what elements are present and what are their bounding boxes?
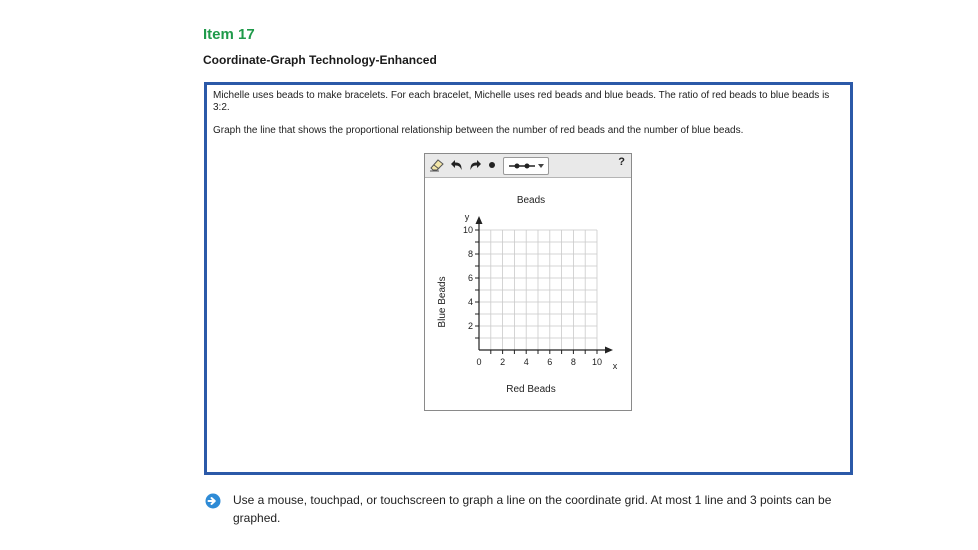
axis-ticks	[463, 225, 602, 367]
y-tick-label: 2	[467, 321, 473, 331]
axes	[476, 216, 614, 354]
x-axis-arrow	[605, 347, 613, 354]
redo-icon[interactable]	[467, 157, 483, 173]
prompt-paragraph-1: Michelle uses beads to make bracelets. For each bracelet, Michelle uses red beads and blue beads. The ratio of red beads to blue beads is 3:2.	[213, 90, 830, 113]
coordinate-graph[interactable]	[425, 178, 631, 408]
point-tool-icon[interactable]	[486, 157, 498, 173]
prompt-paragraph-2: Graph the line that shows the proportional relationship between the number of red beads and the number of blue beads.	[213, 125, 744, 136]
undo-icon[interactable]	[449, 157, 465, 173]
x-tick-label: 6	[547, 357, 553, 367]
graph-toolbar	[425, 154, 631, 178]
y-axis-arrow	[476, 216, 483, 224]
question-prompt	[213, 90, 843, 148]
x-tick-label: 4	[523, 357, 529, 367]
line-tool-icon	[507, 161, 537, 171]
help-button[interactable]: ?	[618, 156, 625, 168]
question-frame	[204, 82, 853, 475]
x-tick-label: 10	[591, 357, 603, 367]
y-tick-label: 4	[467, 297, 473, 307]
y-tick-label: 8	[467, 249, 473, 259]
y-tick-label: 10	[462, 225, 473, 235]
item-subtitle: Coordinate-Graph Technology-Enhanced	[203, 53, 437, 67]
grid-lines	[479, 230, 597, 350]
eraser-icon[interactable]	[428, 157, 446, 173]
y-axis-label: Blue Beads	[437, 276, 448, 328]
arrow-circle-icon	[205, 493, 221, 509]
y-variable-label: y	[464, 212, 470, 222]
instructions-text: Use a mouse, touchpad, or touchscreen to graph a line on the coordinate grid. At most 1 line and 3 points can be graphed.	[233, 493, 832, 525]
x-tick-label: 2	[500, 357, 506, 367]
chevron-down-icon	[537, 162, 545, 170]
x-tick-label: 0	[476, 357, 482, 367]
x-variable-label: x	[612, 361, 618, 371]
y-tick-label: 6	[467, 273, 473, 283]
line-tool-select[interactable]	[503, 157, 549, 175]
item-title: Item 17	[203, 26, 255, 43]
graph-title: Beads	[516, 195, 546, 206]
x-tick-label: 8	[570, 357, 576, 367]
x-axis-label: Red Beads	[506, 384, 556, 395]
graphing-widget	[424, 153, 632, 411]
